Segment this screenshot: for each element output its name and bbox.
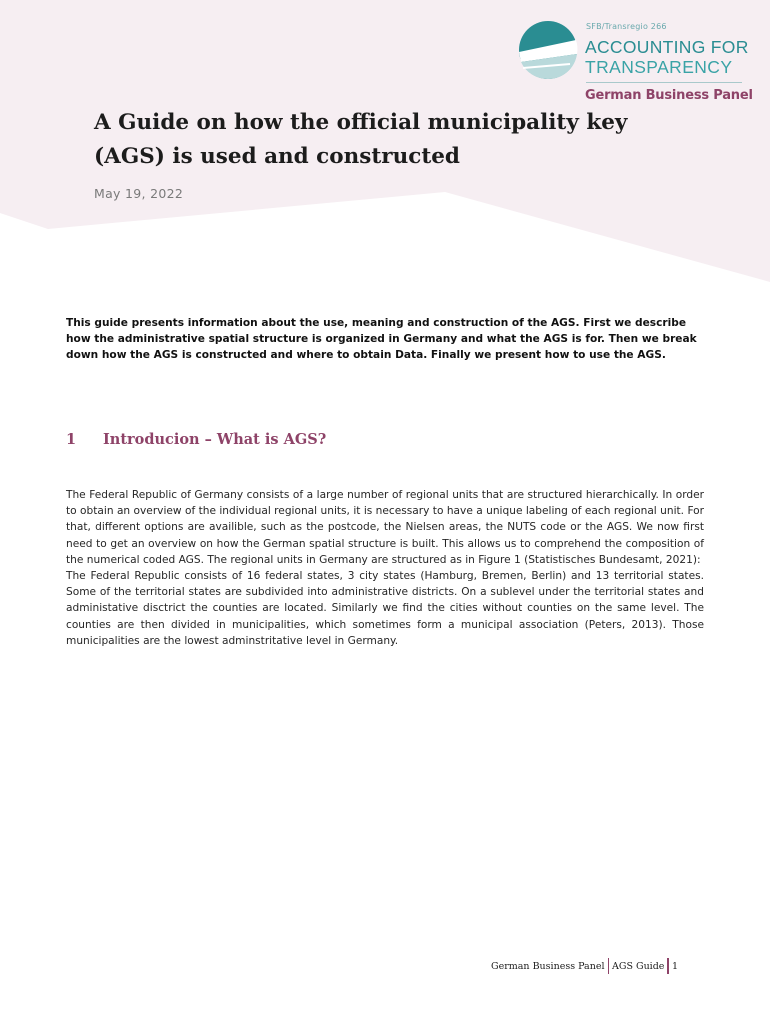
logo-divider — [586, 82, 742, 83]
document-title: A Guide on how the official municipality key (AGS) is used and constructed — [94, 110, 628, 169]
document-date: May 19, 2022 — [94, 186, 184, 201]
logo-line-accounting-for: ACCOUNTING FOR — [585, 37, 749, 57]
logo-mark-icon — [518, 20, 582, 80]
footer-doc-name: AGS Guide — [612, 960, 665, 972]
logo-small-text: SFB/Transregio 266 — [586, 22, 667, 31]
accounting-for-transparency-logo — [518, 18, 758, 108]
body-paragraph: The Federal Republic consists of 16 federal states, 3 city states (Hamburg, Bremen, Berlin) and 13 territorial states. Some of the territorial states are subdivided into administrative districts. On a sublevel under the territorial states and administative disctrict the counties are located. Similarly we find the cities without counties on the same level. The counties are then divided in municipalities, which sometimes form a municipal association (Peters, 2013). Those municipalities are the lowest adminstritative level in Germany. — [66, 570, 704, 647]
abstract: This guide presents information about the use, meaning and construction of the AGS. First we describe how the administrative spatial structure is organized in Germany and what the AGS is for. Then we break down how the AGS is constructed and where to obtain Data. Finally we present how to use the AGS. — [66, 317, 697, 362]
section-number: 1 — [66, 431, 77, 448]
section-heading — [66, 431, 326, 448]
page-footer — [491, 958, 678, 974]
footer-page-number: 1 — [671, 960, 678, 972]
footer-org: German Business Panel — [491, 960, 605, 972]
section-title: Introducion – What is AGS? — [103, 431, 327, 448]
logo-subtitle: German Business Panel — [585, 88, 753, 103]
footer-separator — [608, 958, 610, 974]
logo-line-transparency: TRANSPARENCY — [585, 57, 733, 77]
body-paragraph: The Federal Republic of Germany consists of a large number of regional units that are structured hierarchically. In order to obtain an overview of the individual regional units, it is necessary to have a unique labeling of each regional unit. For that, different options are availible, such as the postcode, the Nielsen areas, the NUTS code or the AGS. We now first need to get an overview on how the German spatial structure is built. This allows us to comprehend the composition of the numerical coded AGS. The regional units in Germany are structured as in Figure 1 (Statistisches Bundesamt, 2021): — [66, 489, 704, 566]
section-body — [66, 487, 704, 649]
footer-separator — [667, 958, 669, 974]
